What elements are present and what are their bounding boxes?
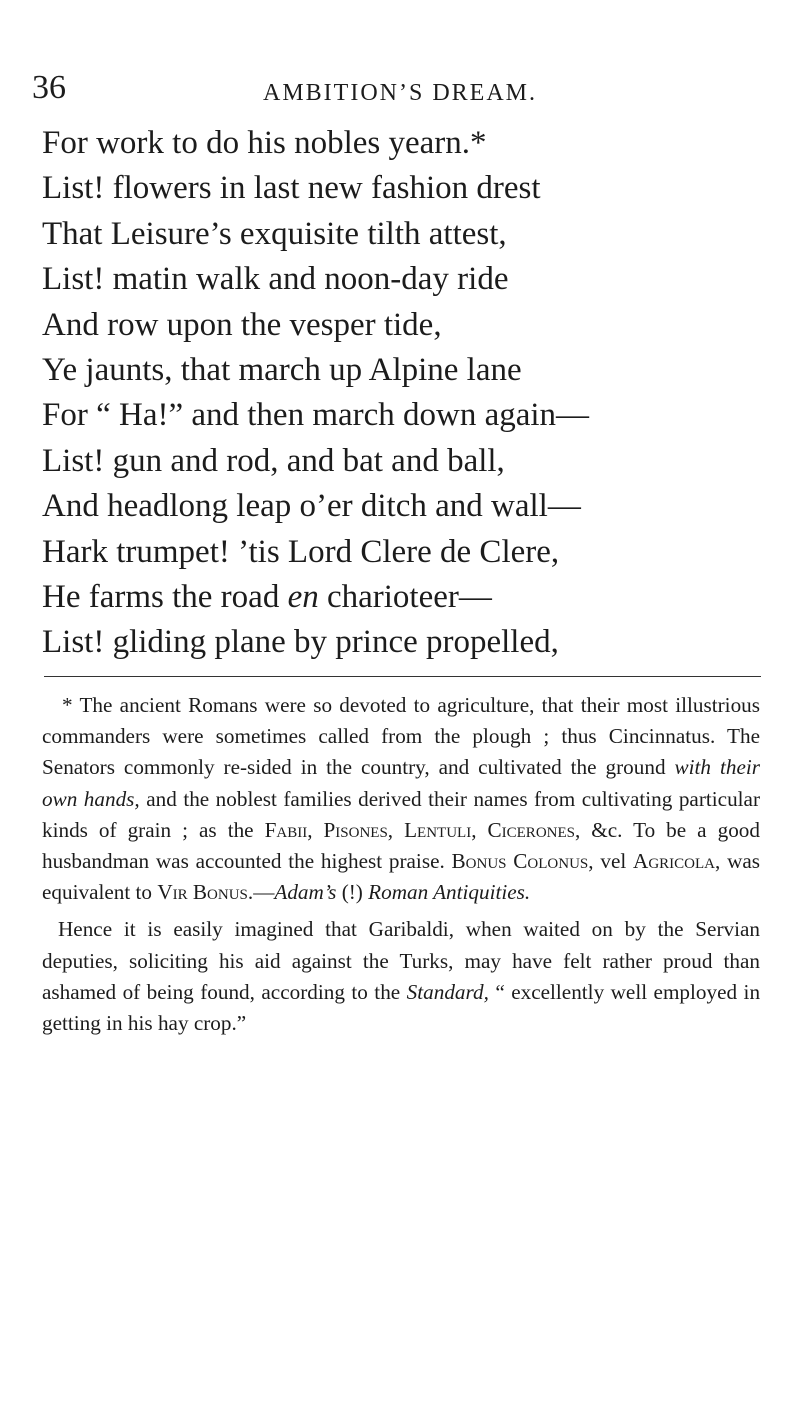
verse-line: List! matin walk and noon-day ride	[42, 261, 509, 298]
footnote	[42, 690, 760, 1039]
footnote-paragraph	[42, 914, 760, 1039]
verse-line: List! flowers in last new fashion drest	[42, 170, 541, 207]
footnote-rule	[44, 676, 761, 677]
verse-line: Ye jaunts, that march up Alpine lane	[42, 352, 522, 389]
footnote-text: —	[253, 880, 275, 905]
verse-line: For “ Ha!” and then march down again—	[42, 397, 590, 434]
footnote-smallcaps-text: Bonus Colonus,	[451, 849, 594, 874]
running-head: AMBITION’S DREAM.	[263, 80, 537, 106]
verse-line: That Leisure’s exquisite tilth attest,	[42, 215, 507, 252]
verse-line: And headlong leap o’er ditch and wall—	[42, 488, 581, 525]
footnote-text: “ excellently well employed in getting in his hay crop.”	[42, 979, 761, 1036]
footnote-text: Hence it is easily imagined that Garibaldi, when waited on by the Servian deputies, soliciting his aid against the Turks, may have felt rather proud than ashamed of being found, according to the	[42, 917, 760, 1004]
footnote-smallcaps-text: Vir Bonus.	[157, 880, 254, 905]
footnote-text: (!)	[341, 880, 363, 905]
verse-line: Hark trumpet! ’tis Lord Clere de Clere,	[42, 533, 560, 570]
verse-text: charioteer—	[326, 579, 492, 616]
footnote-smallcaps-text: Agricola,	[633, 849, 721, 874]
verse-line: List! gliding plane by prince propelled,	[42, 624, 559, 661]
footnote-text: &c. To be a good husbandman was accounted the highest praise.	[42, 817, 760, 874]
verse-line: And row upon the vesper tide,	[42, 306, 442, 343]
footnote-italic-text: Adam’s	[274, 880, 337, 905]
footnote-text: * The ancient Romans were so devoted to agriculture, that their most illustrious commanders were sometimes called from the plough ; thus Cincinnatus. The Senators commonly re-sided in the country, and cultivated the ground	[42, 693, 760, 780]
page-number: 36	[32, 69, 66, 106]
verse-text: He farms the road	[42, 579, 280, 616]
footnote-italic-text: Standard,	[406, 979, 489, 1004]
verse-block	[42, 121, 782, 666]
footnote-text: vel	[600, 849, 627, 874]
footnote-italic-text: with their own hands,	[42, 755, 760, 811]
footnote-smallcaps-text: Fabii, Pisones, Lentuli, Cicerones,	[264, 817, 581, 842]
footnote-italic-text: Roman Antiquities.	[368, 880, 531, 905]
verse-line: For work to do his nobles yearn.*	[42, 125, 487, 161]
verse-line: List! gun and rod, and bat and ball,	[42, 442, 505, 479]
verse-line	[42, 575, 782, 620]
footnote-paragraph	[42, 690, 760, 908]
footnote-text: was equivalent to	[42, 849, 761, 905]
verse-italic-word: en	[287, 579, 319, 616]
footnote-text: and the noblest families derived their names from cultivating particular kinds of grain ; as the	[42, 786, 761, 842]
